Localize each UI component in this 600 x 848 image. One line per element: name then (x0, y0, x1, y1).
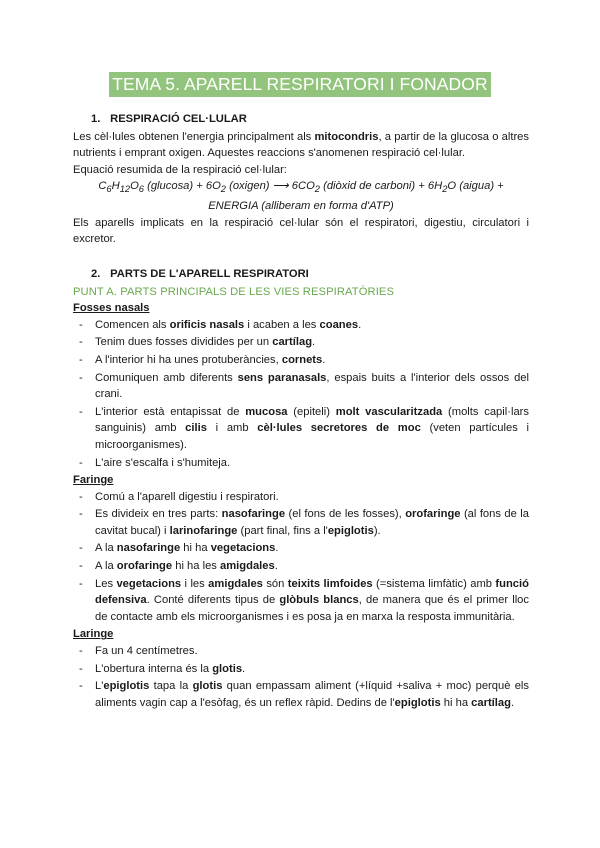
dash-bullet: - (79, 336, 83, 349)
list-item-text: A l'interior hi ha unes protuberàncies, cornets. (95, 353, 326, 366)
fosses-nasals-list (73, 317, 529, 471)
title-wrap (0, 72, 600, 97)
dash-bullet: - (79, 542, 83, 555)
list-item-text: A la orofaringe hi ha les amigdales. (95, 560, 278, 573)
dash-bullet: - (79, 508, 83, 521)
list-item (73, 643, 529, 660)
dash-bullet: - (79, 577, 83, 590)
document-body (73, 111, 529, 712)
faringe-heading: Faringe (73, 474, 114, 487)
list-item (73, 558, 529, 575)
list-item-text: L'aire s'escalfa i s'humiteja. (95, 456, 231, 469)
list-item-text: Les vegetacions i les amigdales són teixits limfoides (=sistema limfàtic) amb funció defensiva. Conté diferents tipus de glòbuls blancs, de manera que és el primer lloc de contacte amb els microorganismes i es posa ja en marxa la resposta immunitària. (95, 577, 529, 623)
section-1-paragraph-1 (73, 129, 529, 162)
list-item-text: L'obertura interna és la glotis. (95, 662, 246, 675)
section-2-subheading: PUNT A. PARTS PRINCIPALS DE LES VIES RESPIRATÒRIES (73, 285, 395, 298)
list-item-text: Comencen als orificis nasals i acaben a les coanes. (95, 318, 362, 331)
dash-bullet: - (79, 371, 83, 384)
list-item (73, 370, 529, 403)
dash-bullet: - (79, 456, 83, 469)
list-item-text: L'epiglotis tapa la glotis quan empassam aliment (+líquid +saliva + moc) perquè els aliments vagin cap a l'esòfag, és un reflex ràpid. Dedins de l'epiglotis hi ha cartílag. (95, 680, 530, 709)
list-item-text: A la nasofaringe hi ha vegetacions. (95, 542, 279, 555)
section-1-title: RESPIRACIÓ CEL·LULAR (110, 113, 247, 125)
dash-bullet: - (79, 490, 83, 503)
document-title: TEMA 5. APARELL RESPIRATORI I FONADOR (109, 72, 491, 97)
dash-bullet: - (79, 405, 83, 418)
list-item (73, 352, 529, 369)
eq-line-1-rich: $C_6H_{12}O_6$ $(glucosa) + 6O_2$ (oxigen) ⟶ $6CO_2$ (diòxid de carboni) + $6H_2O$ (aigua) + (98, 180, 504, 195)
list-item (73, 678, 529, 711)
section-2-title: PARTS DE L'APARELL RESPIRATORI (110, 267, 309, 280)
equation-line-2: ENERGIA (alliberam en forma d'ATP) (208, 200, 394, 213)
spacer (73, 248, 529, 266)
laringe-heading: Laringe (73, 628, 114, 641)
list-item-text: Comú a l'aparell digestiu i respiratori. (95, 490, 279, 503)
equation-line-1 (73, 178, 529, 198)
list-item-text: Es divideix en tres parts: nasofaringe (el fons de les fosses), orofaringe (al fons de la cavitat bucal) i larinofaringe (part final, fins a l'epiglotis). (95, 508, 529, 537)
list-item (73, 317, 529, 334)
list-item (73, 489, 529, 506)
fosses-nasals-heading: Fosses nasals (73, 302, 150, 315)
section-1-heading (91, 111, 529, 128)
p1-rich: Les cèl·lules obtenen l'energia principalment als mitocondris, a partir de la glucosa o altres nutrients i emprant oxigen. Aquestes reaccions s'anomenen respiració cel·lular. (73, 130, 529, 160)
list-item (73, 661, 529, 678)
laringe-list (73, 643, 529, 711)
dash-bullet: - (79, 560, 83, 573)
list-item (73, 404, 529, 454)
dash-bullet: - (79, 645, 83, 658)
faringe-list (73, 489, 529, 626)
equation-intro: Equació resumida de la respiració cel·lular: (73, 163, 287, 176)
dash-bullet: - (79, 680, 83, 693)
dash-bullet: - (79, 318, 83, 331)
section-2-number: 2. (91, 267, 101, 280)
list-item-text: L'interior està entapissat de mucosa (epiteli) molt vascularitzada (molts capil·lars sanguinis) amb cilis i amb cèl·lules secretores de moc (veten partícules i microorganismes). (95, 405, 530, 451)
list-item (73, 455, 529, 472)
list-item (73, 576, 529, 626)
list-item-text: Comuniquen amb diferents sens paranasals, espais buits a l'interior dels ossos del crani. (95, 371, 530, 401)
section-1-paragraph-2: Els aparells implicats en la respiració cel·lular són el respiratori, digestiu, circulatori i excretor. (73, 216, 529, 246)
dash-bullet: - (79, 662, 83, 675)
section-1-number: 1. (91, 113, 101, 125)
list-item (73, 334, 529, 351)
list-item-text: Fa un 4 centímetres. (95, 645, 198, 658)
section-2-heading (91, 266, 529, 283)
list-item (73, 540, 529, 557)
list-item-text: Tenim dues fosses dividides per un cartílag. (95, 336, 316, 349)
list-item (73, 506, 529, 539)
dash-bullet: - (79, 353, 83, 366)
